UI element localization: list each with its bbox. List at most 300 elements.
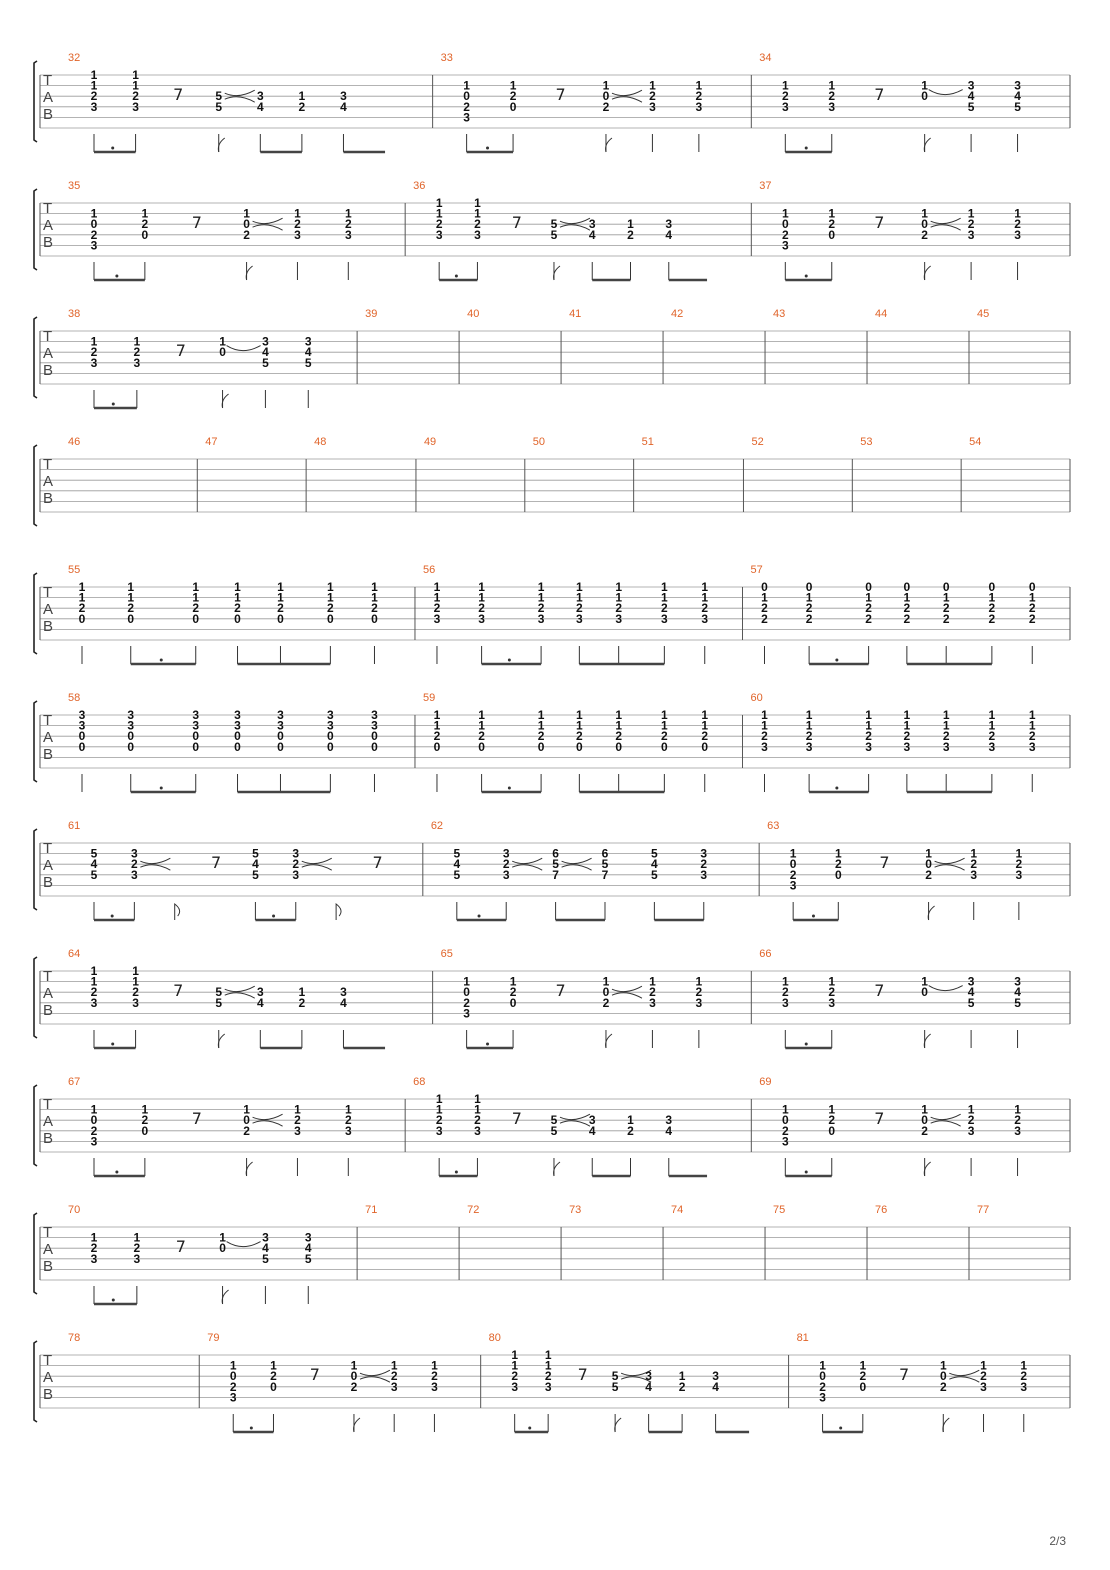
fret-number: 2 [834,857,842,872]
tab-clef-b: B [43,746,54,763]
fret-number: 1 [921,974,928,989]
eighth-flag-icon [246,266,252,280]
tie-arc [360,1370,390,1375]
tab-system [34,1204,1070,1304]
system-bracket [34,1085,37,1166]
measure-79 [199,1332,438,1432]
fret-number: 1 [988,590,996,605]
fret-number: 1 [761,590,768,605]
fret-number: 1 [602,974,610,989]
fret-number: 4 [665,227,673,242]
fret-number: 0 [127,729,135,744]
fret-number: 5 [252,846,259,861]
fret-number: 0 [192,611,200,626]
eighth-flag-icon [554,266,560,280]
fret-number: 0 [805,580,813,594]
fret-number: 1 [649,78,656,93]
measure-number: 48 [314,436,327,448]
fret-number: 1 [942,590,950,605]
fret-number: 2 [661,729,668,744]
fret-number: 2 [805,601,813,616]
fret-number: 4 [256,99,264,114]
fret-number: 0 [781,1113,789,1128]
eighth-rest-icon: 7 [372,853,383,872]
fret-number: 4 [340,99,347,114]
fret-number: 2 [1028,601,1036,616]
fret-number: 0 [921,89,928,104]
tab-clef-b: B [43,874,54,891]
fret-number: 3 [192,708,200,722]
fret-number: 4 [252,857,259,872]
fret-number: 3 [131,867,138,882]
fret-number: 2 [243,1123,250,1138]
tie-arc [140,865,170,870]
fret-number: 3 [327,718,334,733]
system-bracket [34,573,37,654]
fret-number: 1 [219,1230,226,1245]
fret-number: 2 [511,1369,519,1384]
tab-clef-t: T [43,840,53,857]
fret-number: 1 [781,974,789,989]
fret-number: 1 [695,974,703,989]
fret-number: 3 [256,985,264,1000]
fret-number: 1 [602,78,610,93]
fret-number: 3 [967,78,975,93]
fret-number: 0 [925,857,932,872]
fret-number: 1 [478,590,485,605]
fret-number: 2 [925,867,932,882]
measure-number: 75 [773,1204,786,1216]
fret-number: 3 [435,227,443,242]
fret-number: 2 [988,601,996,616]
tie-arc [562,858,592,863]
fret-number: 0 [828,1123,836,1138]
fret-number: 1 [537,718,545,733]
fret-number: 1 [127,580,135,594]
fret-number: 0 [859,1379,867,1394]
tie-arc [931,225,961,230]
fret-number: 5 [1014,99,1021,114]
fret-number: 3 [828,995,836,1010]
measure-56 [415,564,708,664]
fret-number: 1 [298,985,306,1000]
system-bracket [34,829,37,910]
fret-number: 1 [234,580,241,594]
rhythm-dot [486,1043,489,1046]
fret-number: 1 [350,1358,358,1373]
tie-arc [560,218,590,223]
measure-81 [789,1332,1028,1432]
eighth-flag-icon [924,138,930,152]
measure-number: 53 [860,436,873,448]
eighth-flag-icon [222,1290,228,1304]
eighth-flag-icon [943,1418,949,1432]
fret-number: 2 [695,985,703,1000]
fret-number: 3 [649,99,656,114]
fret-number: 3 [588,217,596,232]
fret-number: 2 [602,995,610,1010]
fret-number: 0 [602,985,610,1000]
fret-number: 3 [781,995,789,1010]
tie-arc [227,1242,261,1247]
rhythm-dot [112,1299,115,1302]
fret-number: 3 [262,334,269,349]
fret-number: 1 [474,1092,481,1106]
rhythm-dot [455,275,458,278]
fret-number: 2 [576,729,583,744]
fret-number: 2 [463,99,470,114]
tab-clef-t: T [43,1096,53,1113]
measure-41 [561,308,581,384]
measure-number: 77 [977,1204,990,1216]
fret-number: 1 [371,580,378,594]
fret-number: 3 [544,1379,552,1394]
fret-number: 2 [661,601,668,616]
fret-number: 3 [474,1123,481,1138]
fret-number: 1 [828,1102,836,1117]
fret-number: 3 [463,1006,470,1021]
fret-number: 4 [588,227,596,242]
fret-number: 3 [132,99,139,114]
measure-74 [663,1204,683,1280]
fret-number: 2 [649,985,656,1000]
fret-number: 2 [90,227,98,242]
measure-number: 38 [68,308,81,320]
system-bracket [34,957,37,1038]
fret-number: 0 [219,345,226,360]
measure-number: 33 [440,52,453,64]
fret-number: 1 [1028,590,1036,605]
fret-number: 0 [463,89,470,104]
tab-clef-b: B [43,234,54,251]
fret-number: 3 [474,227,481,242]
tab-clef-b: B [43,1130,54,1147]
fret-number: 1 [431,1358,438,1373]
fret-number: 5 [215,89,223,104]
fret-number: 1 [474,1102,481,1117]
fret-number: 1 [970,846,978,861]
fret-number: 3 [502,867,510,882]
fret-number: 2 [277,601,284,616]
measure-number: 32 [68,52,81,64]
fret-number: 2 [1014,1113,1021,1128]
fret-number: 1 [921,206,928,221]
fret-number: 2 [298,99,306,114]
rhythm-dot [508,787,511,790]
fret-number: 1 [1028,718,1036,733]
tab-system [34,308,1070,408]
fret-number: 3 [435,1123,443,1138]
tab-clef-a: A [43,217,54,234]
system-bracket [34,1341,37,1422]
fret-number: 2 [939,1379,947,1394]
fret-number: 1 [344,1102,352,1117]
fret-number: 2 [761,611,768,626]
rhythm-dot [805,275,808,278]
fret-number: 3 [133,1251,141,1266]
fret-number: 3 [701,611,709,626]
eighth-flag-icon [615,1418,621,1432]
fret-number: 4 [651,857,658,872]
fret-number: 2 [695,89,703,104]
measure-43 [765,308,785,384]
fret-number: 3 [781,238,789,253]
fret-number: 5 [1014,995,1021,1010]
fret-number: 3 [78,708,86,722]
fret-number: 1 [390,1358,398,1373]
tab-clef-a: A [43,1113,54,1130]
fret-number: 2 [761,601,768,616]
rhythm-dot [250,1427,253,1430]
fret-number: 3 [695,995,703,1010]
fret-number: 0 [576,739,583,754]
measure-63 [759,820,1022,920]
fret-number: 5 [611,1369,619,1384]
fret-number: 5 [215,985,223,1000]
fret-number: 2 [805,729,813,744]
fret-number: 3 [1014,78,1021,93]
fret-number: 2 [942,601,950,616]
fret-number: 3 [133,355,141,370]
fret-number: 0 [192,739,200,754]
fret-number: 3 [340,89,347,104]
fret-number: 2 [615,729,623,744]
fret-number: 5 [967,99,975,114]
fret-number: 1 [90,974,98,989]
fret-number: 1 [141,1102,149,1117]
fret-number: 3 [645,1369,652,1384]
measure-number: 50 [532,436,546,448]
fret-number: 4 [645,1379,652,1394]
measure-36 [405,180,707,280]
fret-number: 1 [435,1092,443,1106]
fret-number: 2 [537,601,545,616]
measure-number: 41 [569,308,582,320]
fret-number: 3 [805,739,813,754]
fret-number: 1 [344,206,352,221]
fret-number: 2 [435,1113,443,1128]
fret-number: 3 [903,739,911,754]
fret-number: 2 [649,89,656,104]
fret-number: 3 [127,708,135,722]
fret-number: 0 [942,580,950,594]
fret-number: 0 [615,739,623,754]
fret-number: 3 [615,611,623,626]
fret-number: 1 [576,708,583,722]
fret-number: 3 [371,708,378,722]
fret-number: 0 [939,1369,947,1384]
rhythm-dot [455,1171,458,1174]
measure-72 [459,1204,479,1280]
fret-number: 2 [1028,729,1036,744]
system-bracket [34,445,37,526]
fret-number: 3 [344,1123,352,1138]
fret-number: 2 [132,985,139,1000]
fret-number: 0 [761,580,768,594]
fret-number: 2 [270,1369,277,1384]
measure-number: 49 [423,436,437,448]
fret-number: 0 [277,611,284,626]
fret-number: 1 [478,718,485,733]
fret-number: 1 [90,1230,98,1245]
fret-number: 0 [921,985,928,1000]
fret-number: 3 [90,99,98,114]
fret-number: 5 [304,355,312,370]
fret-number: 2 [781,227,789,242]
fret-number: 5 [90,846,98,861]
fret-number: 1 [615,580,623,594]
measure-45 [969,308,989,384]
fret-number: 1 [649,974,656,989]
fret-number: 2 [292,857,300,872]
measure-number: 71 [365,1204,378,1216]
eighth-rest-icon: 7 [175,341,186,360]
fret-number: 1 [805,708,813,722]
rhythm-dot [115,275,118,278]
fret-number: 3 [1028,739,1036,754]
eighth-rest-icon: 7 [175,1237,186,1256]
tie-arc [931,1114,961,1119]
measure-35 [68,180,352,280]
fret-number: 1 [661,580,668,594]
measure-number: 40 [467,308,480,320]
fret-number: 7 [552,867,559,882]
fret-number: 1 [701,708,709,722]
eighth-rest-icon: 7 [309,1365,320,1384]
fret-number: 1 [903,718,911,733]
rhythm-dot [812,915,815,918]
fret-number: 1 [661,590,668,605]
eighth-flag-icon [928,906,934,920]
fret-number: 1 [761,718,768,733]
measure-32 [68,52,385,152]
tab-clef-t: T [43,72,53,89]
fret-number: 2 [828,89,836,104]
fret-number: 0 [819,1369,826,1384]
fret-number: 2 [474,1113,481,1128]
fret-number: 0 [78,729,86,744]
fret-number: 0 [537,739,545,754]
fret-number: 1 [834,846,842,861]
fret-number: 2 [141,217,149,232]
fret-number: 0 [127,739,135,754]
system-bracket [34,701,37,782]
fret-number: 1 [828,974,836,989]
fret-number: 0 [1028,580,1036,594]
fret-number: 0 [988,580,996,594]
fret-number: 0 [701,739,709,754]
measure-number: 43 [773,308,786,320]
fret-number: 2 [865,729,872,744]
eighth-flag-icon [218,138,224,152]
fret-number: 3 [90,995,98,1010]
fret-number: 1 [921,78,928,93]
fret-number: 4 [262,1241,269,1256]
fret-number: 1 [474,206,481,221]
fret-number: 2 [865,601,872,616]
eighth-rest-icon: 7 [874,85,885,104]
fret-number: 3 [90,1134,98,1149]
fret-number: 2 [298,995,306,1010]
tie-arc [360,1377,390,1382]
tab-clef-t: T [43,328,53,345]
fret-number: 1 [661,708,668,722]
fret-number: 3 [127,718,135,733]
fret-number: 0 [921,1113,928,1128]
measure-number: 58 [68,692,81,704]
fret-number: 1 [141,206,149,221]
rhythm-dot [112,403,115,406]
fret-number: 3 [256,89,264,104]
fret-number: 5 [215,995,223,1010]
measure-58 [68,692,378,792]
measure-number: 70 [68,1204,81,1216]
fret-number: 1 [828,206,836,221]
fret-number: 1 [701,590,709,605]
fret-number: 4 [304,345,312,360]
fret-number: 2 [1020,1369,1028,1384]
measure-number: 67 [68,1076,81,1088]
measure-34 [751,52,1021,152]
rhythm-dot [805,1171,808,1174]
fret-number: 1 [865,718,872,733]
fret-number: 2 [789,867,797,882]
fret-number: 0 [327,739,334,754]
fret-number: 6 [552,846,559,861]
rhythm-dot [160,659,163,662]
fret-number: 3 [294,1123,301,1138]
eighth-rest-icon: 7 [511,1109,522,1128]
fret-number: 2 [781,1123,789,1138]
fret-number: 0 [834,867,842,882]
fret-number: 3 [234,718,241,733]
fret-number: 1 [192,580,200,594]
system-bracket [34,317,37,398]
fret-number: 1 [229,1358,237,1373]
fret-number: 1 [1014,206,1021,221]
system-bracket [34,189,37,270]
fret-number: 3 [340,985,347,1000]
fret-number: 0 [903,580,911,594]
fret-number: 2 [967,217,975,232]
fret-number: 1 [327,580,334,594]
measure-69 [751,1076,1021,1176]
fret-number: 3 [277,718,284,733]
fret-number: 2 [678,1379,686,1394]
tie-arc [140,858,170,863]
eighth-flag-icon [924,1034,930,1048]
measure-46 [68,436,80,448]
fret-number: 3 [90,238,98,253]
tie-arc [253,225,283,230]
fret-number: 0 [229,1369,237,1384]
fret-number: 3 [967,974,975,989]
fret-number: 2 [942,611,950,626]
tab-clef-t: T [43,968,53,985]
fret-number: 2 [431,1369,438,1384]
fret-number: 4 [967,89,975,104]
fret-number: 4 [1014,985,1021,1000]
fret-number: 1 [661,718,668,733]
fret-number: 4 [967,985,975,1000]
fret-number: 5 [550,1113,558,1128]
fret-number: 5 [215,99,223,114]
tab-system [34,948,1070,1048]
fret-number: 3 [304,334,312,349]
tie-arc [225,97,255,102]
fret-number: 2 [478,601,485,616]
tie-arc [612,97,642,102]
